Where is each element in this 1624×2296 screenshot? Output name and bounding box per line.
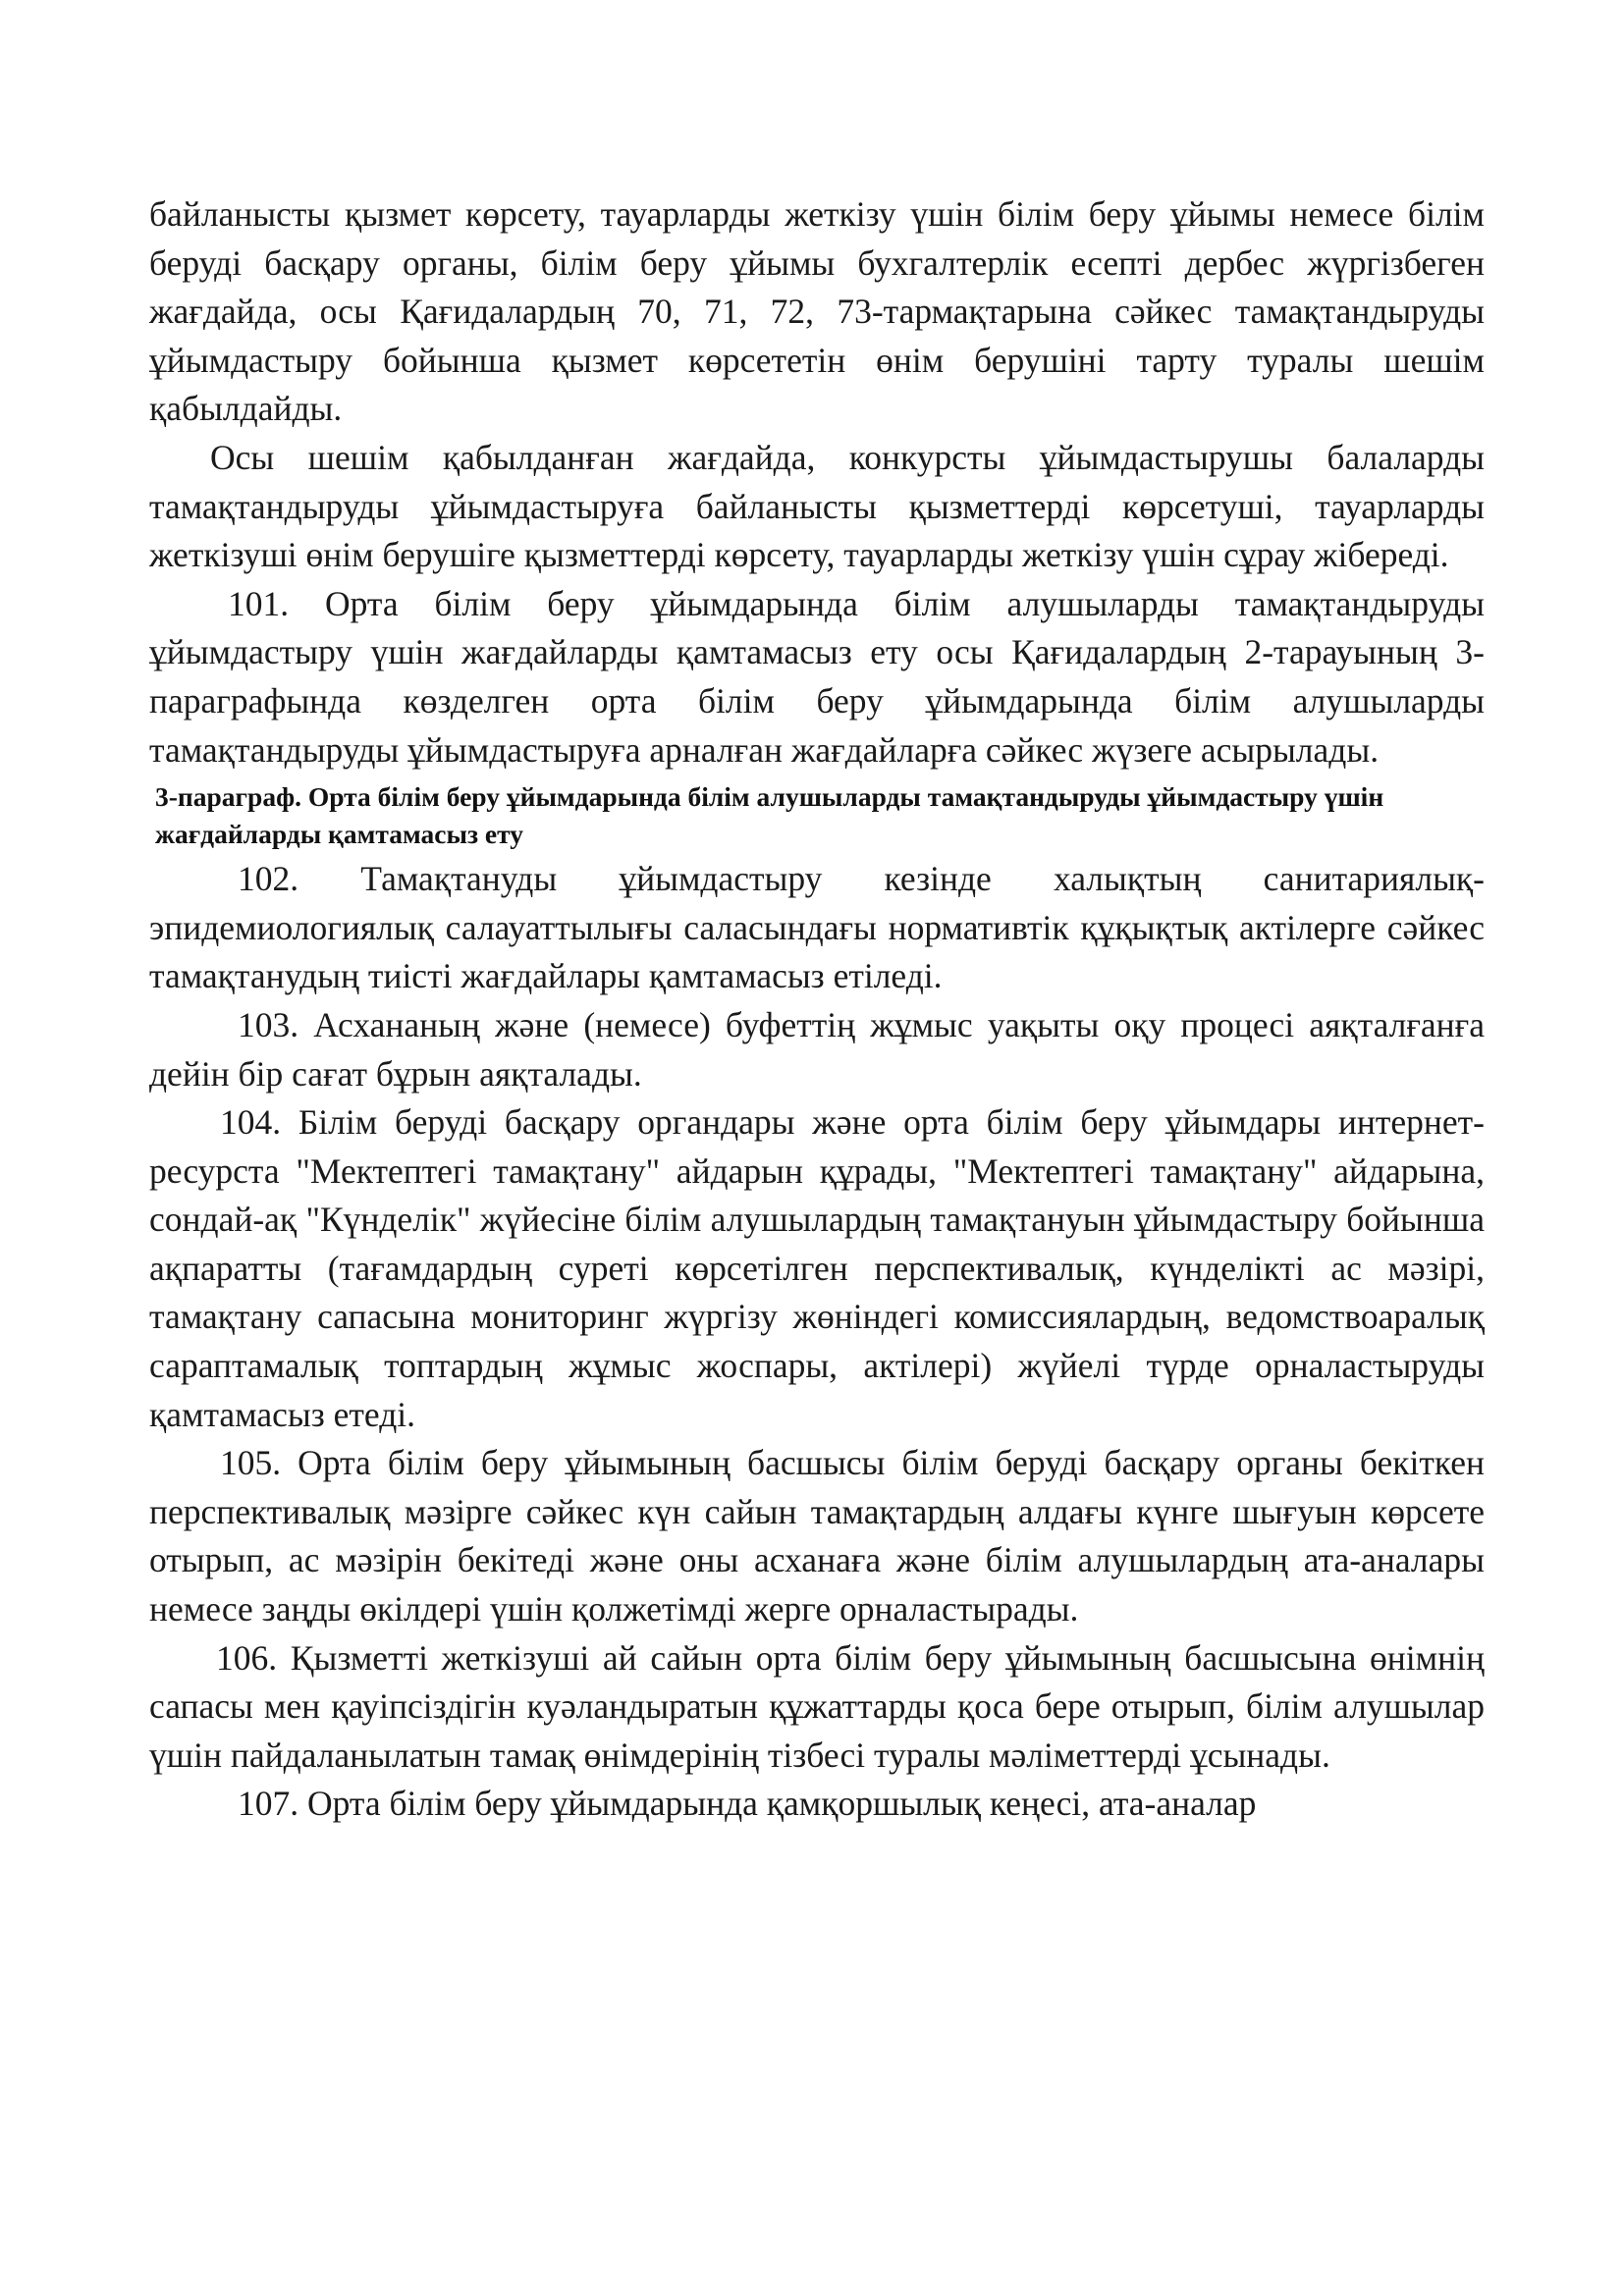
paragraph-106: 106. Қызметті жеткізуші ай сайын орта білім беру ұйымының басшысына өнімнің сапасы мен қауіпсіздігін куәландыратын құжаттарды қоса бере отырып, білім алушылар үшін пайдаланылатын тамақ өнімдерінің тізбесі туралы мәліметтерді ұсынады. [149,1637,1485,1775]
section-heading: 3-параграф. Орта білім беру ұйымдарында білім алушыларды тамақтандыруды ұйымдастыру үшін жағдайларды қамтамасыз ету [155,781,1384,850]
paragraph-104: 104. Білім беруді басқару органдары және орта білім беру ұйымдары интернет-ресурста "Мектептегі тамақтану" айдарын құрады, "Мектептегі тамақтану" айдарына, сондай-ақ "Күнделік" жүйесіне білім алушылардың тамақтануын ұйымдастыру бойынша ақпаратты (тағамдардың суреті көрсетілген перспективалық, күнделікті ас мәзірі, тамақтану сапасына мониторинг жүргізу жөніндегі комиссиялардың, ведомствоаралық сараптамалық топтардың жұмыс жоспары, актілері) жүйелі түрде орналастыруды қамтамасыз етеді. [149,1102,1485,1434]
paragraph-continuation: байланысты қызмет көрсету, тауарларды жеткізу үшін білім беру ұйымы немесе білім беруді басқару органы, білім беру ұйымы бухгалтерлік есепті дербес жүргізбеген жағдайда, осы Қағидалардың 70, 71, 72, 73-тармақтарына сәйкес тамақтандыруды ұйымдастыру бойынша қызмет көрсететін өнім берушіні тарту туралы шешім қабылдайды. [149,194,1485,429]
paragraph-101: 101. Орта білім беру ұйымдарында білім алушыларды тамақтандыруды ұйымдастыру үшін жағдайларды қамтамасыз ету осы Қағидалардың 2-тарауының 3-параграфында көзделген орта білім беру ұйымдарында білім алушыларды тамақтандыруды ұйымдастыруға арналған жағдайларға сәйкес жүзеге асырылады. [149,583,1485,770]
page-body [149,190,1485,1829]
paragraph-decision: Осы шешім қабылданған жағдайда, конкурсты ұйымдастырушы балаларды тамақтандыруды ұйымдастыруға байланысты қызметтерді көрсетуші, тауарларды жеткізуші өнім берушіге қызметтерді көрсету, тауарларды жеткізу үшін сұрау жібереді. [149,437,1485,575]
paragraph-103: 103. Асхананың және (немесе) буфеттің жұмыс уақыты оқу процесі аяқталғанға дейін бір сағат бұрын аяқталады. [149,1004,1485,1094]
paragraph-102: 102. Тамақтануды ұйымдастыру кезінде халықтың санитариялық-эпидемиологиялық салауаттылығы саласындағы нормативтік құқықтық актілерге сәйкес тамақтанудың тиісті жағдайлары қамтамасыз етіледі. [149,859,1485,996]
paragraph-105: 105. Орта білім беру ұйымының басшысы білім беруді басқару органы бекіткен перспективалық мәзірге сәйкес күн сайын тамақтардың алдағы күнге шығуын көрсете отырып, ас мәзірін бекітеді және оны асханаға және білім алушылардың ата-аналары немесе заңды өкілдері үшін қолжетімді жерге орналастырады. [149,1443,1485,1629]
paragraph-107: 107. Орта білім беру ұйымдарында қамқоршылық кеңесі, ата-аналар [238,1784,1257,1824]
